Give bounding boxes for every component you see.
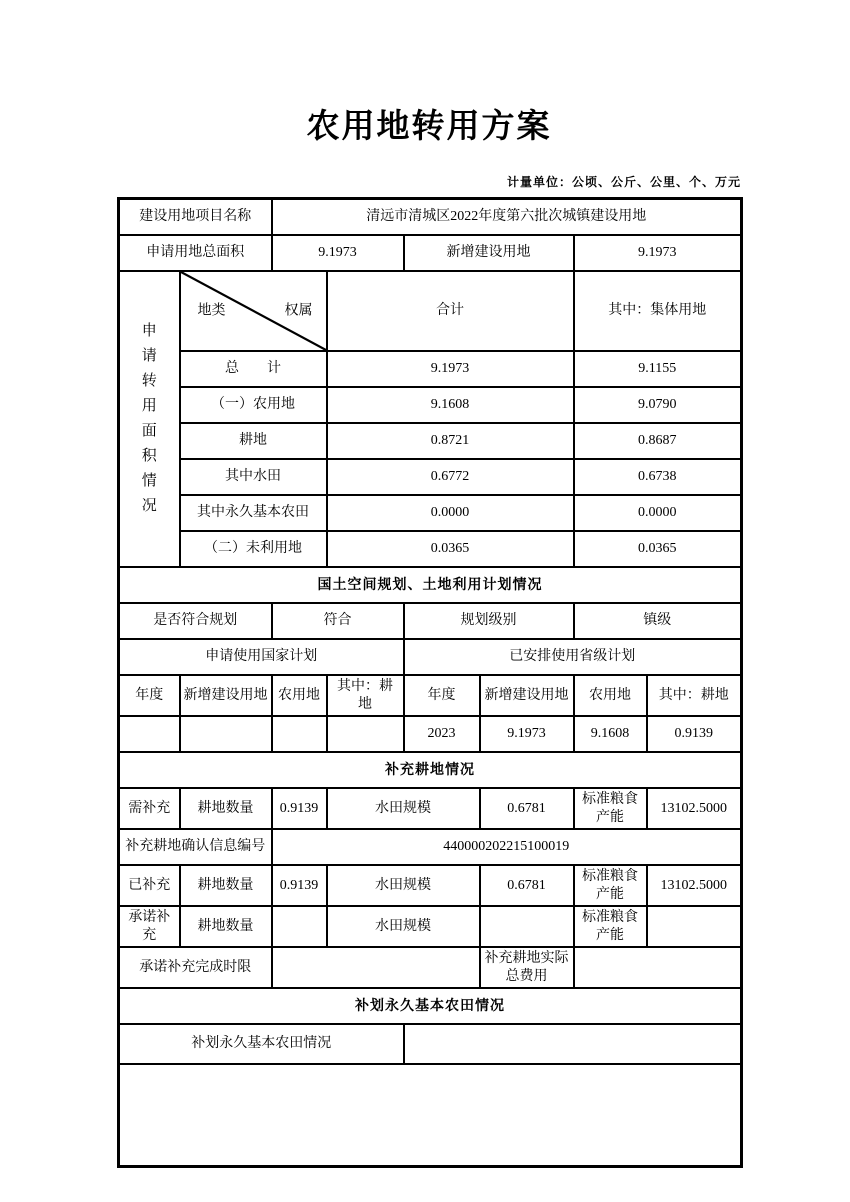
row-plan-values — [119, 716, 742, 752]
promise-qty-value — [272, 906, 327, 947]
new-construction-value: 9.1973 — [574, 235, 742, 271]
row-supplement-promise — [119, 906, 742, 947]
transfer-unused-value: 0.0365 — [327, 531, 574, 567]
need-category: 需补充 — [119, 788, 180, 829]
national-col-cultivated: 其中：耕地 — [327, 675, 404, 716]
row-remark — [119, 1064, 742, 1167]
row-transfer-unused — [119, 531, 742, 567]
national-plan-label: 申请使用国家计划 — [119, 639, 404, 675]
document-content — [117, 0, 741, 1168]
need-qty-label: 耕地数量 — [180, 788, 272, 829]
plan-section-header: 国土空间规划、土地利用计划情况 — [119, 567, 742, 603]
transfer-paddy-collective: 0.6738 — [574, 459, 742, 495]
done-category: 已补充 — [119, 865, 180, 906]
national-year-value — [119, 716, 180, 752]
promise-qty-label: 耕地数量 — [180, 906, 272, 947]
plan-level-label: 规划级别 — [404, 603, 574, 639]
row-total-area — [119, 235, 742, 271]
national-newbuild-value — [180, 716, 272, 752]
new-construction-label: 新增建设用地 — [404, 235, 574, 271]
diagonal-label-ownership: 权属 — [284, 303, 313, 319]
row-plan-columns — [119, 675, 742, 716]
row-transfer-cultivated — [119, 423, 742, 459]
transfer-side-label-cell — [119, 271, 180, 567]
provincial-col-farmland: 农用地 — [574, 675, 647, 716]
total-area-label: 申请用地总面积 — [119, 235, 272, 271]
transfer-paddy-label: 其中水田 — [180, 459, 327, 495]
done-grain-label: 标准粮食产能 — [574, 865, 647, 906]
row-basic-farmland — [119, 1024, 742, 1064]
column-header-total: 合计 — [327, 271, 574, 351]
total-area-value: 9.1973 — [272, 235, 404, 271]
provincial-newbuild-value: 9.1973 — [480, 716, 574, 752]
transfer-unused-collective: 0.0365 — [574, 531, 742, 567]
done-grain-value: 13102.5000 — [647, 865, 742, 906]
supplement-section-header: 补充耕地情况 — [119, 752, 742, 788]
comply-value: 符合 — [272, 603, 404, 639]
basic-farmland-label: 补划永久基本农田情况 — [119, 1024, 404, 1064]
row-confirm-number — [119, 829, 742, 865]
done-qty-label: 耕地数量 — [180, 865, 272, 906]
national-col-farmland: 农用地 — [272, 675, 327, 716]
need-grain-label: 标准粮食产能 — [574, 788, 647, 829]
row-project-name — [119, 199, 742, 236]
transfer-unused-label: （二）未利用地 — [180, 531, 327, 567]
comply-label: 是否符合规划 — [119, 603, 272, 639]
row-transfer-paddy — [119, 459, 742, 495]
done-paddy-label: 水田规模 — [327, 865, 480, 906]
provincial-year-value: 2023 — [404, 716, 480, 752]
transfer-paddy-value: 0.6772 — [327, 459, 574, 495]
project-name-label: 建设用地项目名称 — [119, 199, 272, 236]
project-name-value: 清远市清城区2022年度第六批次城镇建设用地 — [272, 199, 742, 236]
provincial-farmland-value: 9.1608 — [574, 716, 647, 752]
need-paddy-label: 水田规模 — [327, 788, 480, 829]
transfer-side-label: 申请转用面积情况 — [141, 323, 157, 514]
row-transfer-basic-farmland — [119, 495, 742, 531]
row-transfer-total — [119, 351, 742, 387]
row-basic-farmland-header — [119, 988, 742, 1024]
provincial-cultivated-value: 0.9139 — [647, 716, 742, 752]
page-title: 农用地转用方案 — [306, 107, 552, 144]
row-plan-source — [119, 639, 742, 675]
actual-cost-label: 补充耕地实际总费用 — [480, 947, 574, 988]
actual-cost-value — [574, 947, 742, 988]
need-qty-value: 0.9139 — [272, 788, 327, 829]
land-conversion-table — [117, 197, 743, 1168]
promise-grain-label: 标准粮食产能 — [574, 906, 647, 947]
row-deadline-cost — [119, 947, 742, 988]
plan-level-value: 镇级 — [574, 603, 742, 639]
promise-paddy-label: 水田规模 — [327, 906, 480, 947]
transfer-farmland-collective: 9.0790 — [574, 387, 742, 423]
deadline-label: 承诺补充完成时限 — [119, 947, 272, 988]
transfer-total-label: 总 计 — [180, 351, 327, 387]
national-col-newbuild: 新增建设用地 — [180, 675, 272, 716]
confirm-number-value: 440000202215100019 — [272, 829, 742, 865]
row-supplement-done — [119, 865, 742, 906]
national-cultivated-value — [327, 716, 404, 752]
transfer-cultivated-collective: 0.8687 — [574, 423, 742, 459]
measure-unit-note: 计量单位：公顷、公斤、公里、个、万元 — [506, 175, 741, 189]
confirm-number-label: 补充耕地确认信息编号 — [119, 829, 272, 865]
national-col-year: 年度 — [119, 675, 180, 716]
transfer-basic-label: 其中永久基本农田 — [180, 495, 327, 531]
transfer-cultivated-label: 耕地 — [180, 423, 327, 459]
done-paddy-value: 0.6781 — [480, 865, 574, 906]
row-transfer-farmland — [119, 387, 742, 423]
column-header-collective: 其中：集体用地 — [574, 271, 742, 351]
row-plan-header — [119, 567, 742, 603]
transfer-farmland-value: 9.1608 — [327, 387, 574, 423]
row-supplement-header — [119, 752, 742, 788]
deadline-value — [272, 947, 480, 988]
transfer-total-collective: 9.1155 — [574, 351, 742, 387]
basic-farmland-section-header: 补划永久基本农田情况 — [119, 988, 742, 1024]
diagonal-label-landtype: 地类 — [197, 303, 226, 319]
transfer-basic-collective: 0.0000 — [574, 495, 742, 531]
need-grain-value: 13102.5000 — [647, 788, 742, 829]
transfer-cultivated-value: 0.8721 — [327, 423, 574, 459]
provincial-plan-label: 已安排使用省级计划 — [404, 639, 742, 675]
row-plan-compliance — [119, 603, 742, 639]
transfer-basic-value: 0.0000 — [327, 495, 574, 531]
remark-cell — [119, 1064, 742, 1167]
provincial-col-newbuild: 新增建设用地 — [480, 675, 574, 716]
promise-grain-value — [647, 906, 742, 947]
transfer-total-value: 9.1973 — [327, 351, 574, 387]
need-paddy-value: 0.6781 — [480, 788, 574, 829]
promise-category: 承诺补充 — [119, 906, 180, 947]
promise-paddy-value — [480, 906, 574, 947]
row-transfer-header — [119, 271, 742, 351]
national-farmland-value — [272, 716, 327, 752]
basic-farmland-value — [404, 1024, 742, 1064]
transfer-farmland-label: （一）农用地 — [180, 387, 327, 423]
row-supplement-need — [119, 788, 742, 829]
done-qty-value: 0.9139 — [272, 865, 327, 906]
provincial-col-cultivated: 其中：耕地 — [647, 675, 742, 716]
diagonal-header-cell — [180, 271, 327, 351]
provincial-col-year: 年度 — [404, 675, 480, 716]
